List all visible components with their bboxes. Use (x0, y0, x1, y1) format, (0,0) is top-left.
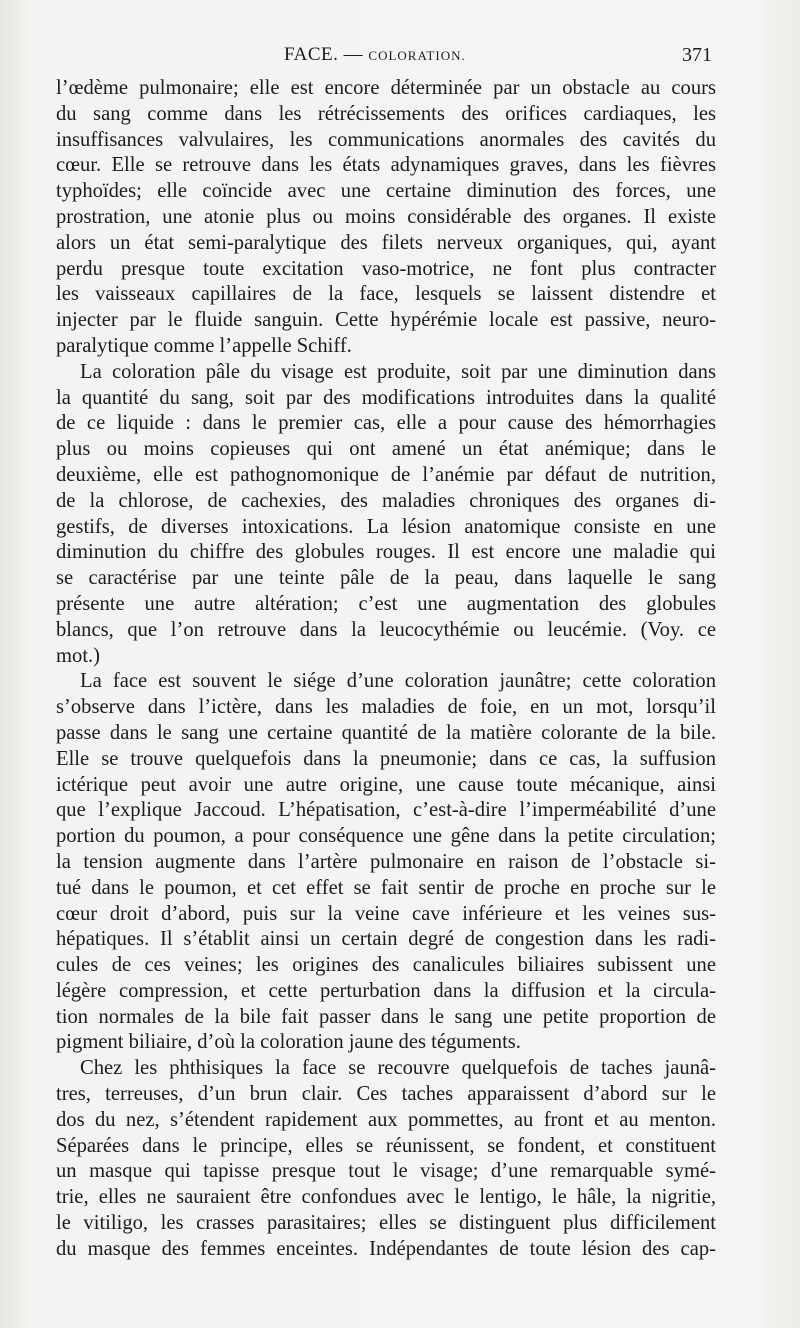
text-line: la tension augmente dans l’artère pulmonaire en raison de l’obstacle si- (56, 850, 716, 873)
text-line: alors un état semi-paralytique des filets nerveux organiques, qui, ayant (56, 231, 716, 254)
running-title-main: FACE. — (284, 44, 369, 65)
text-line: passe dans le sang une certaine quantité de la matière colorante de la bile. (56, 721, 716, 744)
text-line: gestifs, de diverses intoxications. La lésion anatomique consiste en une (56, 515, 716, 538)
text-line: hépatiques. Il s’établit ainsi un certain degré de congestion dans les radi- (56, 928, 716, 951)
text-line: le vitiligo, les crasses parasitaires; elles se distinguent plus difficilement (56, 1212, 716, 1235)
text-line: de ce liquide : dans le premier cas, elle a pour cause des hémorrhagies (56, 412, 716, 435)
text-line: cœur droit d’abord, puis sur la veine cave inférieure et les veines sus- (56, 902, 716, 925)
text-line: un masque qui tapisse presque tout le visage; d’une remarquable symé- (56, 1160, 716, 1183)
text-line: cœur. Elle se retrouve dans les états adynamiques graves, dans les fièvres (56, 154, 716, 177)
text-line: la quantité du sang, soit par des modifications introduites dans la qualité (56, 386, 716, 409)
text-line: présente une autre altération; c’est une augmentation des globules (56, 592, 716, 615)
text-line: La face est souvent le siége d’une coloration jaunâtre; cette coloration (80, 670, 716, 693)
text-line: diminution du chiffre des globules rouges. Il est encore une maladie qui (56, 541, 716, 564)
text-line: Chez les phthisiques la face se recouvre quelquefois de taches jaunâ- (80, 1057, 716, 1080)
text-line: mot.) (56, 644, 101, 667)
text-line: insuffisances valvulaires, les communications anormales des cavités du (56, 128, 716, 151)
text-line: que l’explique Jaccoud. L’hépatisation, c’est-à-dire l’imperméabilité d’une (56, 799, 716, 822)
text-line: tion normales de la bile fait passer dans le sang une petite proportion de (56, 1005, 716, 1028)
text-line: ictérique peut avoir une autre origine, une cause toute mécanique, ainsi (56, 773, 716, 796)
running-header (56, 44, 712, 74)
text-line: Elle se trouve quelquefois dans la pneumonie; dans ce cas, la suffusion (56, 747, 716, 770)
text-line: portion du poumon, a pour conséquence une gêne dans la petite circulation; (56, 825, 716, 848)
text-line: deuxième, elle est pathognomonique de l’anémie par défaut de nutrition, (56, 463, 716, 486)
text-line: typhoïdes; elle coïncide avec une certaine diminution des forces, une (56, 180, 716, 203)
text-line: du sang comme dans les rétrécissements des orifices cardiaques, les (56, 102, 716, 125)
text-line: cules de ces veines; les origines des canalicules biliaires subissent une (56, 954, 716, 977)
text-line: trie, elles ne sauraient être confondues avec le lentigo, le hâle, la nigritie, (56, 1186, 716, 1209)
running-title (284, 44, 466, 66)
text-line: l’œdème pulmonaire; elle est encore déterminée par un obstacle au cours (56, 77, 716, 99)
page-number: 371 (682, 44, 712, 66)
text-line: Séparées dans le principe, elles se réunissent, se fondent, et constituent (56, 1134, 716, 1157)
text-line: du masque des femmes enceintes. Indépendantes de toute lésion des cap- (56, 1237, 716, 1260)
running-title-sub: COLORATION. (368, 48, 466, 63)
text-line: de la chlorose, de cachexies, des maladies chroniques des organes di- (56, 489, 716, 512)
text-line: plus ou moins copieuses qui ont amené un état anémique; dans le (56, 438, 716, 461)
text-line: pigment biliaire, d’où la coloration jaune des téguments. (56, 1031, 521, 1054)
body-text (56, 76, 716, 1263)
text-line: prostration, une atonie plus ou moins considérable des organes. Il existe (56, 205, 716, 228)
text-line: injecter par le fluide sanguin. Cette hypérémie locale est passive, neuro- (56, 309, 716, 332)
text-line: blancs, que l’on retrouve dans la leucocythémie ou leucémie. (Voy. ce (56, 618, 716, 641)
text-line: s’observe dans l’ictère, dans les maladies de foie, en un mot, lorsqu’il (56, 696, 716, 719)
text-line: légère compression, et cette perturbation dans la diffusion et la circula- (56, 979, 716, 1002)
text-line: paralytique comme l’appelle Schiff. (56, 334, 352, 357)
text-line: dos du nez, s’étendent rapidement aux pommettes, au front et au menton. (56, 1108, 716, 1131)
text-line: tué dans le poumon, et cet effet se fait sentir de proche en proche sur le (56, 876, 716, 899)
text-line: tres, terreuses, d’un brun clair. Ces taches apparaissent d’abord sur le (56, 1083, 716, 1106)
text-line: se caractérise par une teinte pâle de la peau, dans laquelle le sang (56, 567, 716, 590)
text-line: La coloration pâle du visage est produite, soit par une diminution dans (80, 360, 716, 383)
text-line: les vaisseaux capillaires de la face, lesquels se laissent distendre et (56, 283, 716, 306)
text-line: perdu presque toute excitation vaso-motrice, ne font plus contracter (56, 257, 716, 280)
